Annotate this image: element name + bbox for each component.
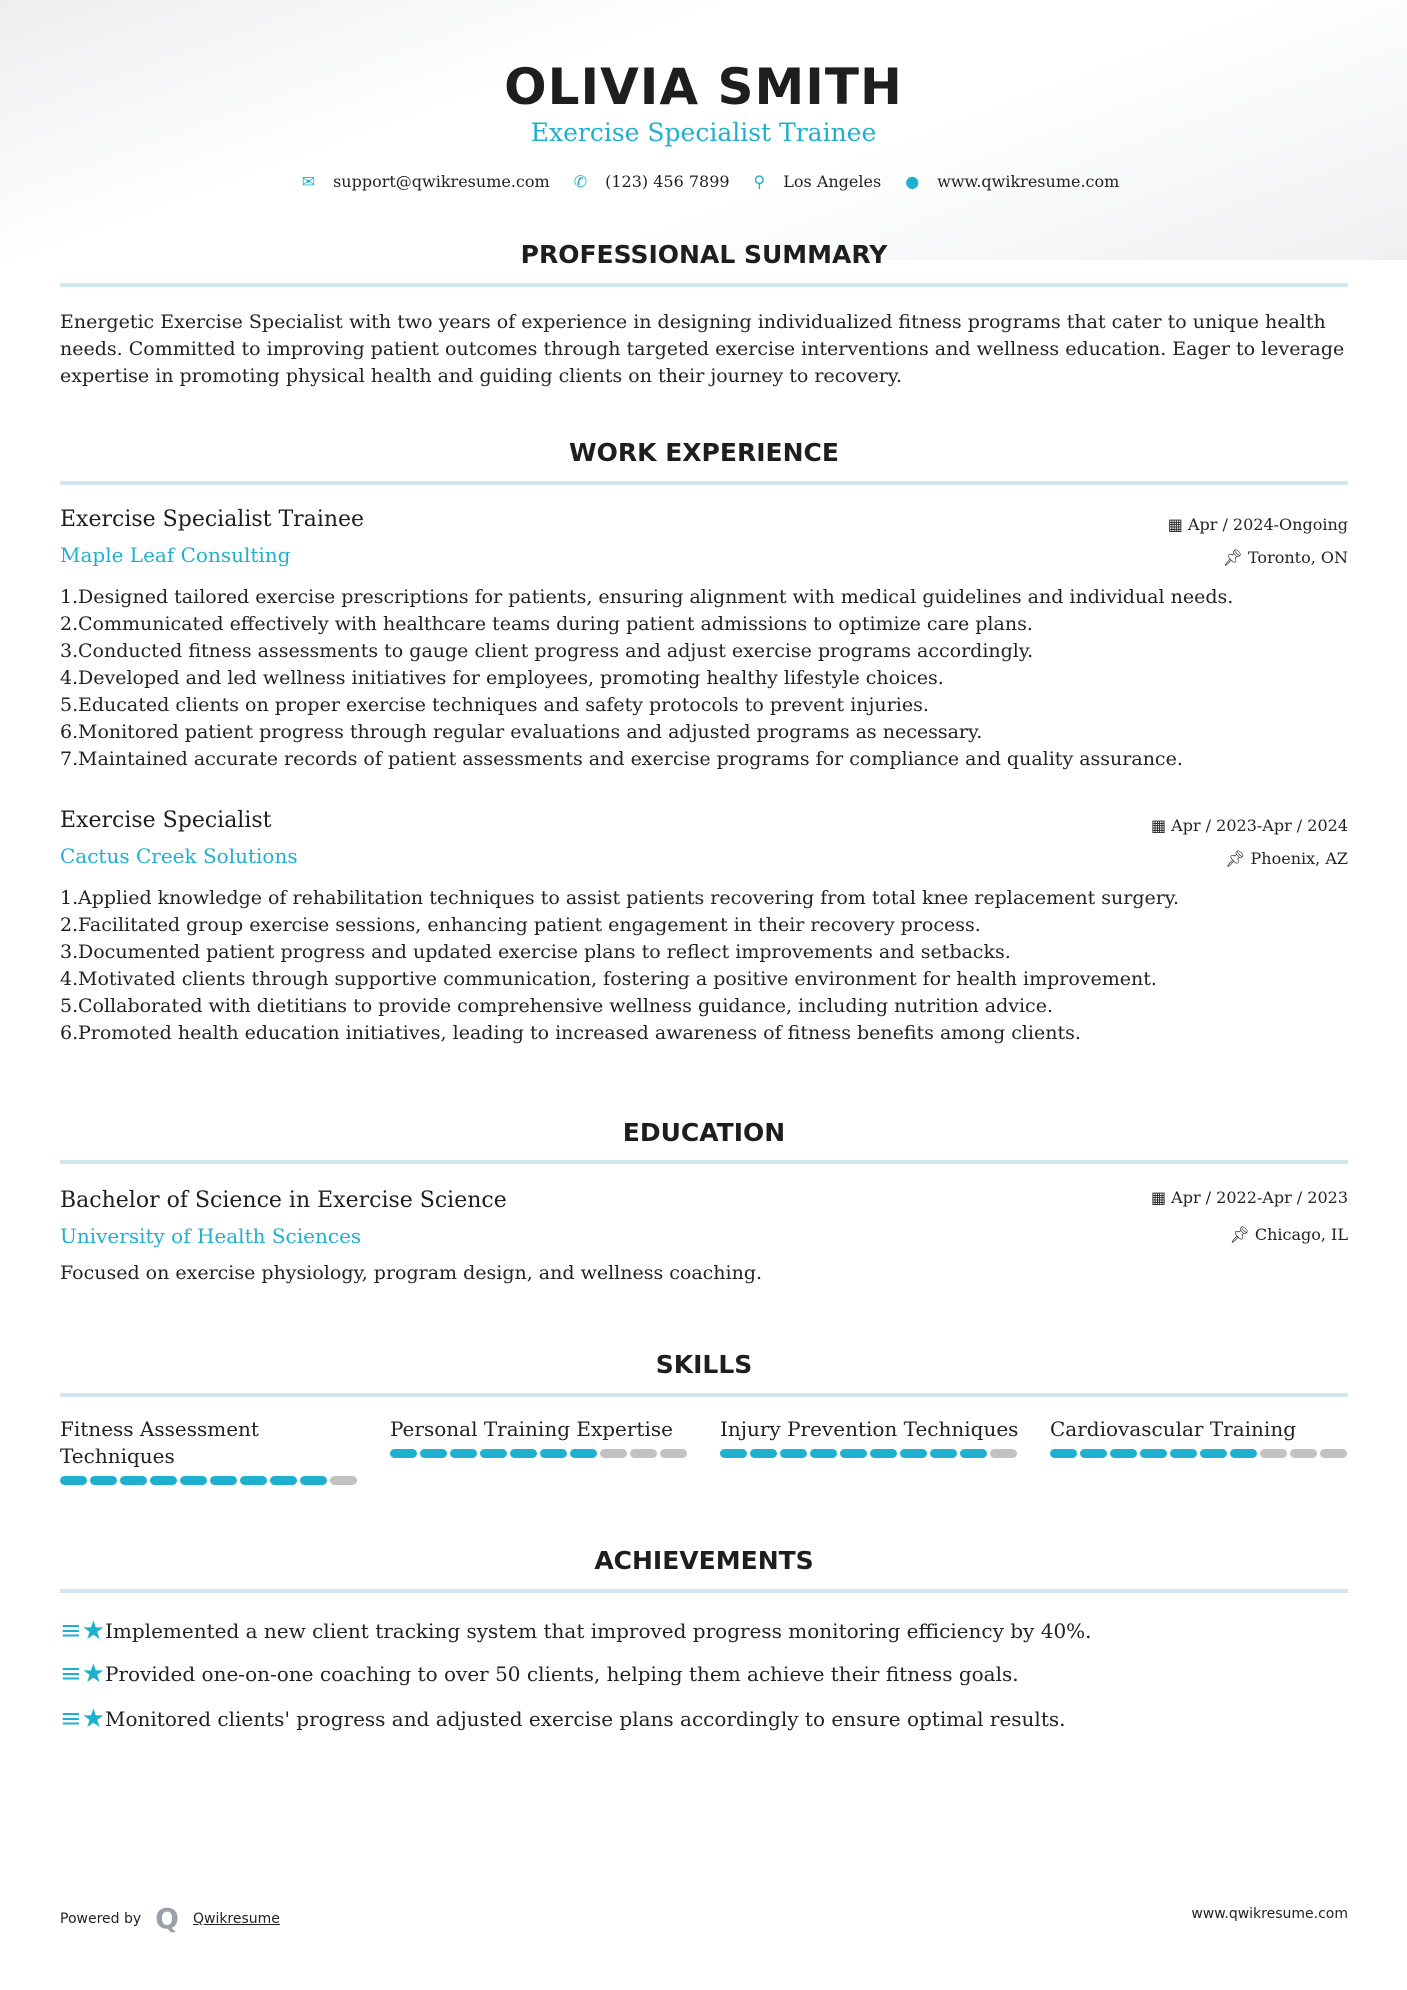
skill-segment [1200,1449,1227,1458]
skill-segment [120,1476,147,1485]
list-item: 3.Documented patient progress and updated exercise plans to reflect improvements and setbacks. [60,941,1011,963]
education-date: ▦ Apr / 2022-Apr / 2023 [1150,1188,1348,1207]
skill-segment [540,1449,567,1458]
skill-segment [810,1449,837,1458]
skill-level-bar [1050,1449,1350,1458]
skill-segment [90,1476,117,1485]
list-item: 2.Facilitated group exercise sessions, enhancing patient engagement in their recovery process. [60,914,981,936]
contact-item: (123) 456 7899 [605,172,730,191]
divider [60,1160,1348,1164]
skill-segment [270,1476,297,1485]
job-date: ▦ Apr / 2023-Apr / 2024 [1150,816,1348,835]
skill-segment [1320,1449,1347,1458]
skill-segment [840,1449,867,1458]
skill-segment [990,1449,1017,1458]
job-title: Exercise Specialist Trainee [60,507,365,532]
list-item: 2.Communicated effectively with healthcare teams during patient admissions to optimize care plans. [60,613,1033,635]
skill-segment [240,1476,267,1485]
phone-icon: ✆ [573,172,588,191]
skill-segment [570,1449,597,1458]
company: Cactus Creek Solutions [60,844,298,868]
skill-segment [210,1476,237,1485]
skill-segment [1230,1449,1257,1458]
list-item: 5.Educated clients on proper exercise techniques and safety protocols to prevent injuries. [60,694,929,716]
globe-icon: ● [905,172,920,191]
candidate-title: Exercise Specialist Trainee [530,118,877,147]
list-item: 4.Developed and led wellness initiatives for employees, promoting healthy lifestyle choices. [60,667,944,689]
achievement-item: ≡★ Provided one-on-one coaching to over 50 clients, helping them achieve their fitness goals. [60,1659,1019,1689]
star-icon: ≡★ [60,1704,106,1734]
list-item: 1.Designed tailored exercise prescriptions for patients, ensuring alignment with medical guidelines and individual needs. [60,586,1234,608]
job-location: 📌︎ Toronto, ON [1222,548,1348,567]
skill-segment [600,1449,627,1458]
envelope-icon: ✉ [301,172,316,191]
pin-icon: 📌︎ [1229,1225,1255,1244]
skill-segment [720,1449,747,1458]
skill-segment [300,1476,327,1485]
skills-heading: SKILLS [655,1350,753,1379]
footer-brand [60,1902,280,1935]
skill-segment [780,1449,807,1458]
qwikresume-link[interactable]: Qwikresume [192,1910,280,1927]
skill-name: Personal Training Expertise [390,1417,673,1441]
degree: Bachelor of Science in Exercise Science [60,1188,507,1213]
summary-heading: PROFESSIONAL SUMMARY [520,240,888,269]
skill-segment [660,1449,687,1458]
job-date: ▦ Apr / 2024-Ongoing [1167,515,1348,534]
skill-segment [1170,1449,1197,1458]
job-bullets [60,584,1350,773]
skill-segment [150,1476,177,1485]
list-item: 3.Conducted fitness assessments to gauge client progress and adjust exercise programs accordingly. [60,640,1034,662]
list-item: 6.Promoted health education initiatives, leading to increased awareness of fitness benefits among clients. [60,1022,1081,1044]
school: University of Health Sciences [60,1224,362,1248]
summary-text: Energetic Exercise Specialist with two years of experience in designing individualized fitness programs that cater to unique health needs. Committed to improving patient outcomes through targeted exercise interventions and wellness education. Eager to leverage expertise in promoting physical health and guiding clients on their journey to recovery. [60,311,1345,387]
map-marker-icon: ⚲ [753,172,766,191]
calendar-icon: ▦ [1150,816,1172,835]
skill-segment [960,1449,987,1458]
skill-name: Injury Prevention Techniques [720,1417,1019,1441]
skill-segment [1260,1449,1287,1458]
skill-segment [1140,1449,1167,1458]
footer-website: www.qwikresume.com [1191,1906,1348,1922]
candidate-name: OLIVIA SMITH [504,58,903,116]
skill-segment [900,1449,927,1458]
divider [60,283,1348,287]
qwikresume-logo-icon: Q [155,1902,179,1935]
skill-item [390,1416,690,1458]
education-description: Focused on exercise physiology, program design, and wellness coaching. [60,1262,763,1284]
achievement-item: ≡★ Implemented a new client tracking system that improved progress monitoring efficiency by 40%. [60,1616,1092,1646]
experience-heading: WORK EXPERIENCE [569,438,839,467]
skill-segment [1080,1449,1107,1458]
powered-by-label: Powered by [60,1910,142,1927]
skill-item [1050,1416,1350,1458]
skill-segment [1110,1449,1137,1458]
pin-icon: 📌︎ [1222,548,1248,567]
calendar-icon: ▦ [1150,1188,1172,1207]
skill-segment [330,1476,357,1485]
skill-segment [180,1476,207,1485]
list-item: 6.Monitored patient progress through regular evaluations and adjusted programs as necessary. [60,721,983,743]
education-location: 📌︎ Chicago, IL [1229,1225,1348,1244]
skill-segment [450,1449,477,1458]
skill-name: Cardiovascular Training [1050,1417,1297,1441]
divider [60,1393,1348,1397]
pin-icon: 📌︎ [1225,849,1251,868]
skill-item [720,1416,1020,1458]
skill-segment [870,1449,897,1458]
skill-level-bar [390,1449,690,1458]
contact-item: Los Angeles [783,172,882,191]
list-item: 4.Motivated clients through supportive communication, fostering a positive environment for health improvement. [60,968,1157,990]
skill-segment [510,1449,537,1458]
job-location: 📌︎ Phoenix, AZ [1225,849,1348,868]
skill-segment [420,1449,447,1458]
contact-item: support@qwikresume.com [333,172,550,191]
star-icon: ≡★ [60,1659,106,1689]
skill-segment [1290,1449,1317,1458]
job-title: Exercise Specialist [60,808,272,833]
achievement-item: ≡★ Monitored clients' progress and adjusted exercise plans accordingly to ensure optimal results. [60,1704,1066,1734]
skill-segment [480,1449,507,1458]
achievements-heading: ACHIEVEMENTS [594,1546,814,1575]
skill-item [60,1416,360,1485]
skill-name: Fitness Assessment Techniques [60,1417,259,1468]
skill-segment [630,1449,657,1458]
education-heading: EDUCATION [622,1118,786,1147]
calendar-icon: ▦ [1167,515,1188,534]
contact-item: www.qwikresume.com [937,172,1120,191]
skill-segment [1050,1449,1077,1458]
contact-bar [0,172,1407,191]
list-item: 1.Applied knowledge of rehabilitation techniques to assist patients recovering from total knee replacement surgery. [60,887,1180,909]
skill-segment [750,1449,777,1458]
skill-segment [930,1449,957,1458]
divider [60,481,1348,485]
skill-segment [390,1449,417,1458]
company: Maple Leaf Consulting [60,543,291,567]
skill-level-bar [720,1449,1020,1458]
skill-segment [60,1476,87,1485]
list-item: 5.Collaborated with dietitians to provide comprehensive wellness guidance, including nutrition advice. [60,995,1053,1017]
list-item: 7.Maintained accurate records of patient assessments and exercise programs for compliance and quality assurance. [60,748,1183,770]
star-icon: ≡★ [60,1616,106,1646]
divider [60,1589,1348,1593]
job-bullets [60,885,1350,1047]
skill-level-bar [60,1476,360,1485]
